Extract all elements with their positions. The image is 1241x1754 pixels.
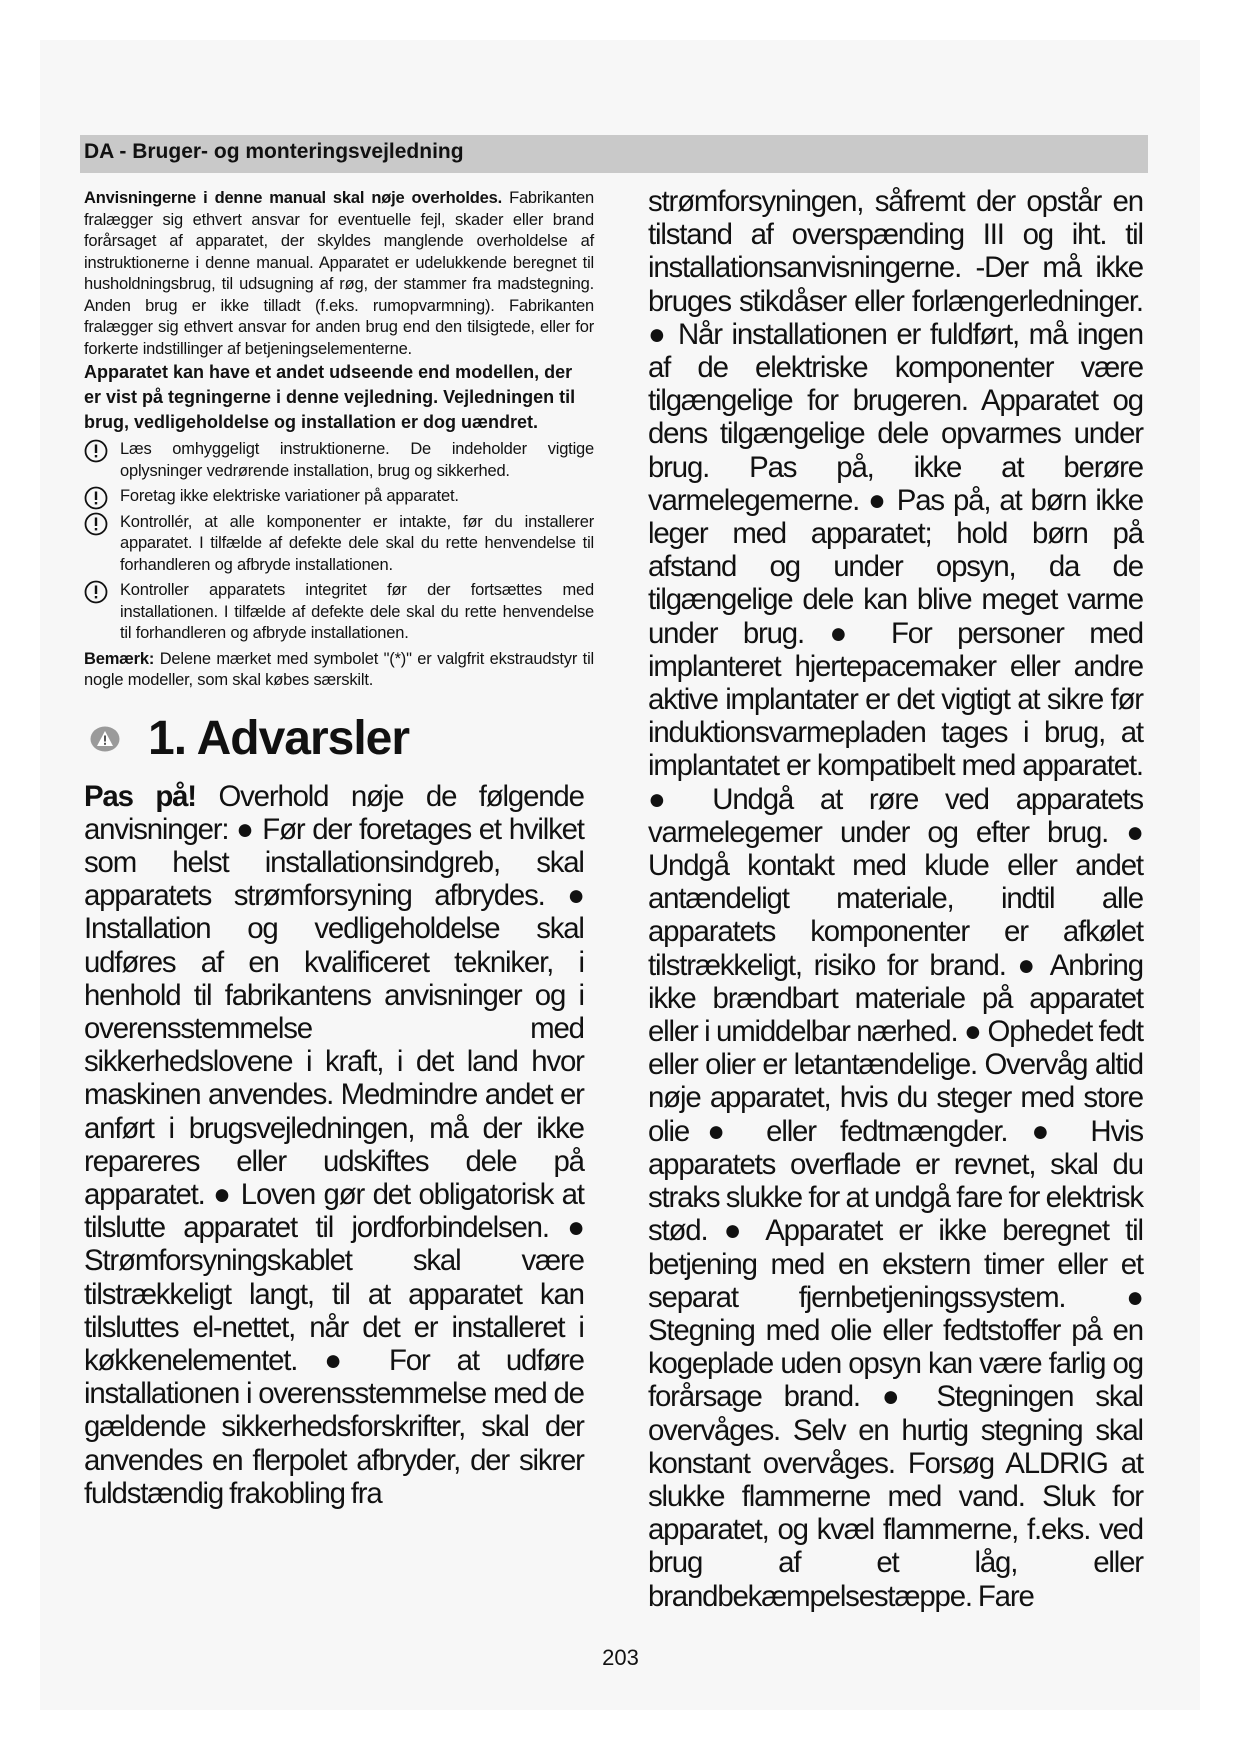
page-number: 203 xyxy=(602,1645,639,1670)
warnings-lead: Pas på! xyxy=(84,779,196,813)
warnings-text-left xyxy=(84,780,584,1510)
attention-icon xyxy=(84,580,108,604)
warnings-text-right: strømforsyningen, såfremt der opstår en tilstand af overspænding III og iht. til installationsanvisningerne. -Der må ikke bruges stikdåser eller forlængerledninger. ● Når installationen er fuldført, må ingen af de elektriske komponenter være tilgængelige for brugeren. Apparatet og dens tilgængelige dele opvarmes under brug. Pas på, ikke at berøre varmelegemerne. ● Pas på, at børn ikke leger med apparatet; hold børn på afstand og under opsyn, da de tilgængelige dele kan blive meget varme under brug. ● For personer med implanteret hjertepacemaker eller andre aktive implantater er det vigtigt at sikre før induktionsvarmepladen tages i brug, at implantatet er kompatibelt med apparatet. ● Undgå at røre ved apparatets varmelegemer under og efter brug. ● Undgå kontakt med klude eller andet antændeligt materiale, indtil alle apparatets komponenter er afkølet tilstrækkeligt, risiko for brand. ● Anbring ikke brændbart materiale på apparatet eller i umiddelbar nærhed. ● Ophedet fedt eller olier er letantændelige. Overvåg altid nøje apparatet, hvis du steger med store olie● eller fedtmængder. ● Hvis apparatets overflade er revnet, skal du straks slukke for at undgå fare for elektrisk stød. ● Apparatet er ikke beregnet til betjening med en ekstern timer eller et separat fjernbetjeningssystem. ● Stegning med olie eller fedtstoffer på en kogeplade uden opsyn kan være farlig og forårsage brand. ● Stegningen skal overvåges. Selv en hurtig stegning skal konstant overvåges. Forsøg ALDRIG at slukke flammerne med vand. Sluk for apparatet, og kvæl flammerne, f.eks. ved brug af et låg, eller brandbekæmpelsestæppe. Fare xyxy=(648,185,1143,1613)
note-text: Foretag ikke elektriske variationer på apparatet. xyxy=(120,487,459,505)
note-text: Kontrollér, at alle komponenter er intakte, før du installerer apparatet. I tilfælde af defekte dele skal du rette henvendelse til forhandleren og afbryde installationen. xyxy=(120,512,594,574)
section-title: 1. Advarsler xyxy=(148,711,410,765)
left-column xyxy=(84,188,594,1510)
note-text: Kontroller apparatets integritet før der fortsættes med installationen. I tilfælde af defekte dele skal du rette henvendelse til forhandleren og afbryde installationen. xyxy=(120,581,594,642)
remark-paragraph xyxy=(84,649,594,692)
note-item xyxy=(84,512,594,577)
note-item xyxy=(84,486,594,508)
intro-bold-lead: Anvisningerne i denne manual skal nøje overholdes. xyxy=(84,189,502,207)
attention-icon xyxy=(84,439,108,463)
remark-text: Delene mærket med symbolet "(*)" er valgfrit ekstraudstyr til nogle modeller, som skal købes særskilt. xyxy=(84,649,595,689)
warnings-body-left: Overhold nøje de følgende anvisninger: ● Før der foretages et hvilket som helst installationsindgreb, skal apparatets strømforsyning afbrydes. ● Installation og vedligeholdelse skal udføres af en kvalificeret tekniker, i henhold til fabrikantens anvisninger og i overensstemmelse med sikkerhedslovene i kraft, i det land hvor maskinen anvendes. Medmindre andet er anført i brugsvejledningen, må der ikke repareres eller udskiftes dele på apparatet. ● Loven gør det obligatorisk at tilslutte apparatet til jordforbindelsen. ● Strømforsyningskablet skal være tilstrækkeligt langt, til at apparatet kan tilsluttes el-nettet, når det er installeret i køkkenelementet. ● For at udføre installationen i overensstemmelse med de gældende sikkerhedsforskrifter, skal der anvendes en flerpolet afbryder, der sikrer fuldstændig frakobling fra xyxy=(84,779,584,1510)
note-item xyxy=(84,439,594,482)
appearance-notice: Apparatet kan have et andet udseende end modellen, der er vist på tegningerne i denne vejledning. Vejledningen til brug, vedligeholdelse og installation er dog uændret. xyxy=(84,362,576,432)
attention-icon xyxy=(84,486,108,510)
attention-icon xyxy=(84,512,108,536)
right-column xyxy=(648,185,1153,1613)
note-item xyxy=(84,580,594,645)
note-text: Læs omhyggeligt instruktionerne. De indeholder vigtige oplysninger vedrørende installation, brug og sikkerhed. xyxy=(120,440,594,480)
section-heading xyxy=(84,710,594,768)
intro-paragraph xyxy=(84,188,594,360)
document-title: DA - Bruger- og monteringsvejledning xyxy=(84,140,464,163)
intro-text: Fabrikanten fralægger sig ethvert ansvar for eventuelle fejl, skader eller brand forårsaget af apparatet, der skyldes manglende overholdelse af instruktionerne i denne manual. Apparatet er udelukkende beregnet til husholdningsbrug, til udsugning af røg, der stammer fra madstegning. Anden brug er ikke tilladt (f.eks. rumopvarmning). Fabrikanten fralægger sig ethvert ansvar for anden brug end den tilsigtede, eller for forkerte indstillinger af betjeningselementerne. xyxy=(84,189,595,358)
remark-label: Bemærk: xyxy=(84,649,155,668)
warning-triangle-icon xyxy=(90,726,120,752)
